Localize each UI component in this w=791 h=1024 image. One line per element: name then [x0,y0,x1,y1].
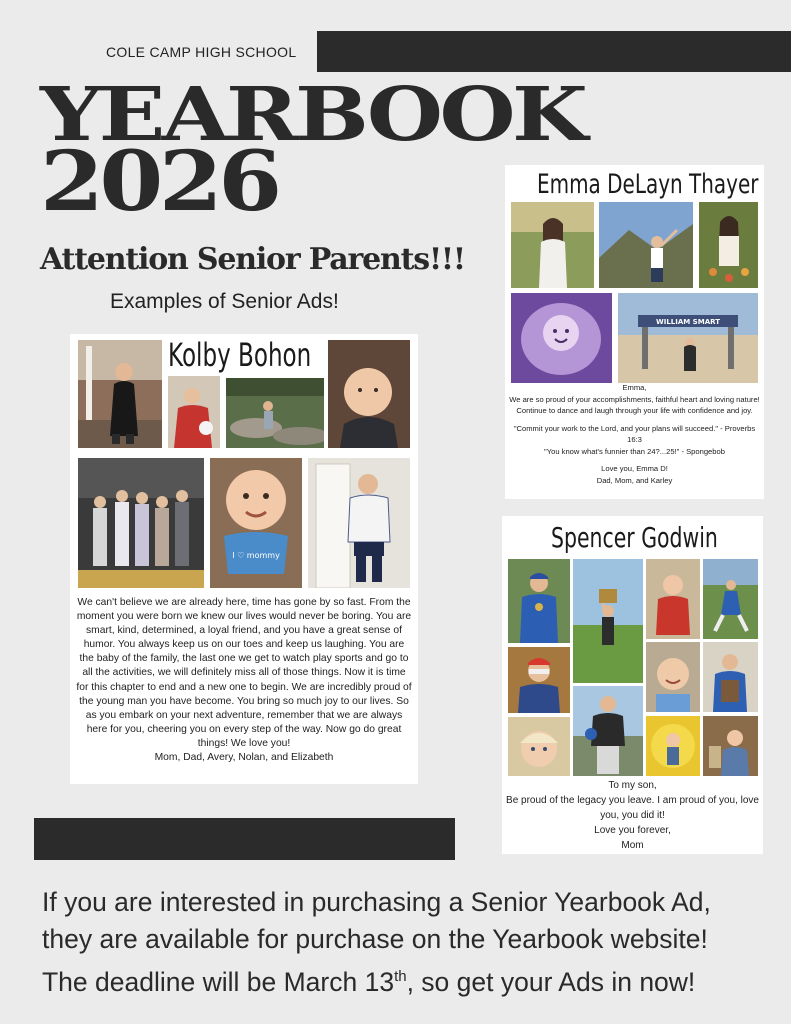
photo-emma-school-sign [618,293,758,383]
photo-emma-flowers [699,202,758,288]
photo-kolby-creek [226,378,324,448]
emma-quote-1: "Commit your work to the Lord, and your plans will succeed." - Proverbs 16:3 [513,423,756,444]
photo-kolby-baseball [168,376,220,448]
purchase-info-line-1: If you are interested in purchasing a Senior Yearbook Ad, [42,887,711,917]
photo-spencer-award [703,642,758,712]
emma-greeting: Emma, [622,383,647,392]
photo-kolby-baby [210,458,302,588]
photo-spencer-sunglasses [508,647,570,713]
kolby-message [76,596,412,765]
title-yearbook: YEARBOOK [40,72,585,158]
emma-name: Emma DeLayn Thayer [537,169,759,200]
photo-spencer-baseball-pitch [703,559,758,639]
kolby-signature: Mom, Dad, Avery, Nolan, and Elizabeth [154,752,334,764]
senior-ad-kolby [70,334,418,784]
photo-kolby-porch [78,340,162,448]
photo-spencer-toddler-red [646,559,700,639]
photo-spencer-boy [703,716,758,776]
emma-closing: Love you, Emma D! [601,464,668,473]
photo-spencer-trophy [573,559,643,683]
photo-emma-mountain [599,202,693,288]
purchase-info [42,884,782,1001]
attention-heading: Attention Senior Parents!!! [40,242,465,277]
spencer-line-2: Be proud of the legacy you leave. I am proud of you, love you, you did it! [506,795,759,821]
bottom-decorative-bar [34,818,455,860]
emma-message [509,382,760,486]
top-decorative-bar [317,31,791,72]
title-year: 2026 [40,134,278,230]
examples-subheading: Examples of Senior Ads! [110,290,339,313]
emma-signature: Dad, Mom, and Karley [596,475,673,485]
deadline-tail: , so get your Ads in now! [406,966,696,997]
photo-kolby-football [308,458,410,588]
school-sign-text: WILLIAM SMART [656,318,720,326]
photo-emma-field [511,202,594,288]
photo-spencer-football [573,686,643,776]
senior-ad-emma [505,165,764,499]
photo-kolby-toddler [328,340,410,448]
bib-text: I ♡ mommy [232,551,280,560]
photo-spencer-medal [508,559,570,643]
photo-spencer-slide [646,716,700,776]
spencer-name: Spencer Godwin [551,521,718,554]
spencer-line-3: Love you forever, [594,825,671,836]
kolby-message-body: We can't believe we are already here, time has gone by so fast. From the moment you were born we knew our lives would never be boring. You are smart, kind, determined, a loyal friend, and you have a great sense of humor. You always keep us on our toes and keep us laughing. You are the baby of the family, the last one we get to watch play sports and go to all the activities, we will definitely miss all of those things. Now it is time for this chapter to end and a new one to begin. We are incredibly proud of the young man you have become. You bring so much joy to our lives. So as you embark on your next adventure, remember that we are always here for you, cheering you on every step of the way. Now go do great things! We love you! [76,597,412,749]
purchase-info-line-2: they are available for purchase on the Yearbook website! [42,924,708,954]
spencer-line-1: To my son, [608,780,657,791]
deadline-suffix: th [394,968,407,985]
emma-quote-2: "You know what's funnier than 24?...25!" - Spongebob [544,446,725,456]
photo-spencer-baby-hat [508,717,570,776]
photo-kolby-family [78,458,204,588]
senior-ad-spencer [502,516,763,854]
deadline-text: The deadline will be March 13 [42,966,395,997]
spencer-message [506,778,759,853]
photo-emma-baby [511,293,612,383]
photo-spencer-baby-smile [646,642,700,712]
spencer-line-4: Mom [621,840,644,851]
emma-message-body: We are so proud of your accomplishments, faithful heart and loving nature! Continue to dance and laugh through your life with confidence and joy. [509,394,760,415]
purchase-info-line-3 [42,958,782,1001]
school-name: COLE CAMP HIGH SCHOOL [106,44,297,60]
kolby-name: Kolby Bohon [168,336,312,374]
